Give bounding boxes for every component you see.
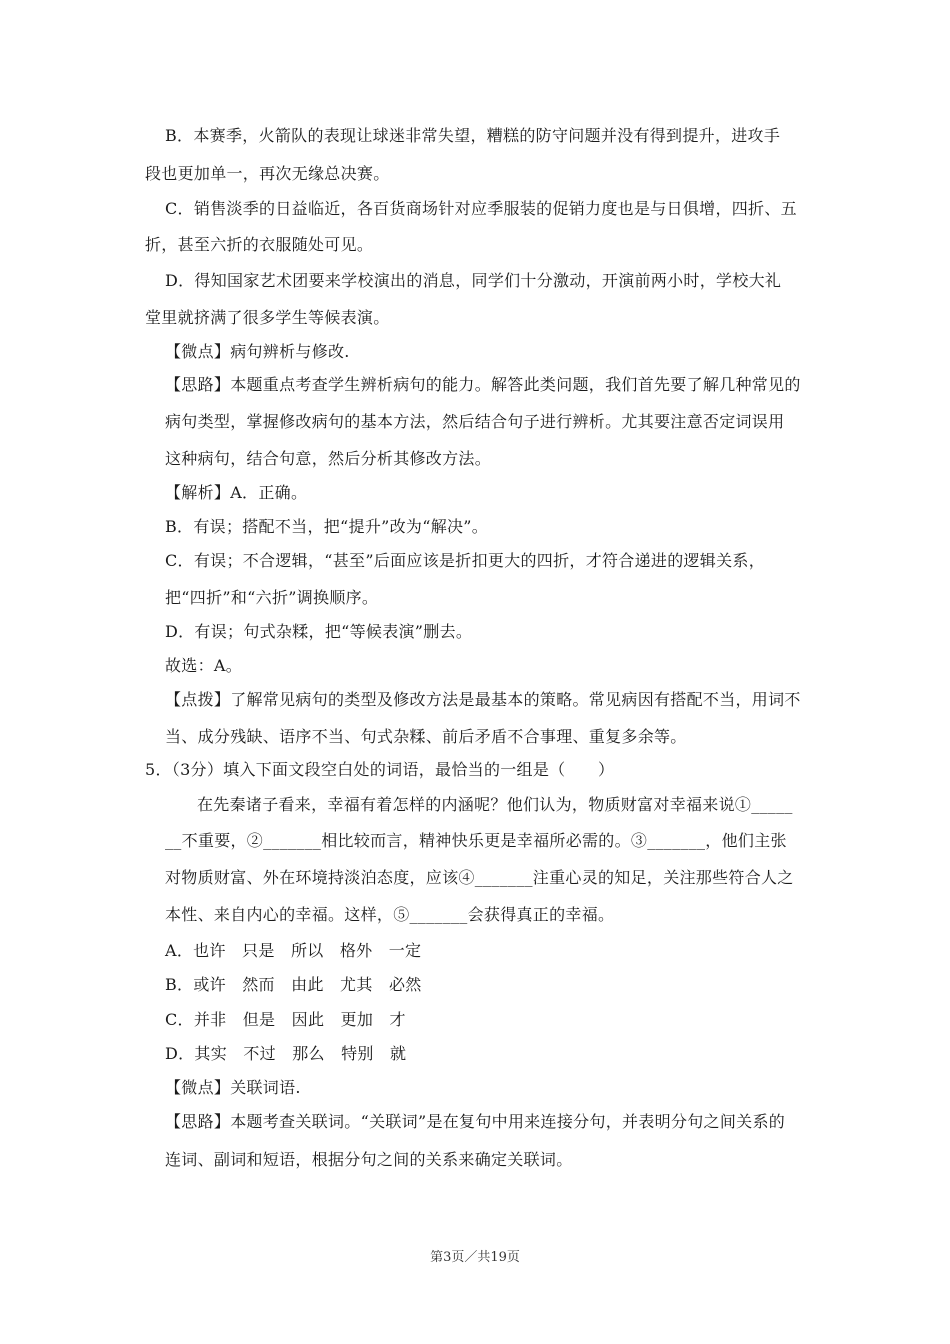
micro-point-heading: 【微点】病句辨析与修改.: [165, 342, 350, 361]
text-line: 堂里就挤满了很多学生等候表演。: [145, 308, 390, 327]
option-c: C．并非 但是 因此 更加 才: [165, 1010, 406, 1029]
option-d: D．其实 不过 那么 特别 就: [165, 1044, 407, 1063]
text-line: 病句类型，掌握修改病句的基本方法，然后结合句子进行辨析。尤其要注意否定词误用: [165, 412, 785, 431]
text-line: __不重要，②_______相比较而言，精神快乐更是幸福所必需的。③_______，他们主张: [165, 831, 787, 850]
page-number-footer: 第3页／共19页: [430, 1250, 520, 1265]
text-line: 连词、副词和短语，根据分句之间的关系来确定关联词。: [165, 1150, 573, 1169]
text-line: 本性、来自内心的幸福。这样，⑤_______会获得真正的幸福。: [165, 905, 615, 924]
micro-point-heading: 【微点】关联词语.: [165, 1078, 301, 1097]
option-b: B．或许 然而 由此 尤其 必然: [165, 975, 422, 994]
question-5-stem: 5．（3分）填入下面文段空白处的词语，最恰当的一组是（ ）: [145, 760, 615, 779]
option-a: A．也许 只是 所以 格外 一定: [165, 941, 422, 960]
text-line: 对物质财富、外在环境持淡泊态度，应该④_______注重心灵的知足，关注那些符合人之: [165, 868, 794, 887]
text-line: 当、成分残缺、语序不当、句式杂糅、前后矛盾不合事理、重复多余等。: [165, 727, 687, 746]
text-line: 段也更加单一，再次无缘总决赛。: [145, 164, 390, 183]
tip-heading: 【点拨】了解常见病句的类型及修改方法是最基本的策略。常见病因有搭配不当，用词不: [165, 690, 801, 709]
text-line: C．有误；不合逻辑，“甚至”后面应该是折扣更大的四折，才符合递进的逻辑关系，: [165, 551, 766, 570]
text-line: 这种病句，结合句意，然后分析其修改方法。: [165, 449, 492, 468]
text-line: 把“四折”和“六折”调换顺序。: [165, 588, 379, 607]
text-line: D．得知国家艺术团要来学校演出的消息，同学们十分激动，开演前两小时，学校大礼: [165, 271, 782, 290]
text-line: 故选：A。: [165, 656, 243, 675]
text-line: D．有误；句式杂糅，把“等候表演”删去。: [165, 622, 473, 641]
analysis-heading: 【解析】A．正确。: [165, 483, 308, 502]
text-line: C．销售淡季的日益临近，各百货商场针对应季服装的促销力度也是与日俱增，四折、五: [165, 199, 797, 218]
text-line: 折，甚至六折的衣服随处可见。: [145, 235, 374, 254]
thinking-heading: 【思路】本题考查关联词。“关联词”是在复句中用来连接分句，并表明分句之间关系的: [165, 1112, 786, 1131]
thinking-heading: 【思路】本题重点考查学生辨析病句的能力。解答此类问题，我们首先要了解几种常见的: [165, 375, 801, 394]
text-line: B．有误；搭配不当，把“提升”改为“解决”。: [165, 517, 489, 536]
text-line: B．本赛季，火箭队的表现让球迷非常失望，糟糕的防守问题并没有得到提升，进攻手: [165, 126, 781, 145]
text-line: 在先秦诸子看来，幸福有着怎样的内涵呢？他们认为，物质财富对幸福来说①_____: [197, 795, 793, 814]
